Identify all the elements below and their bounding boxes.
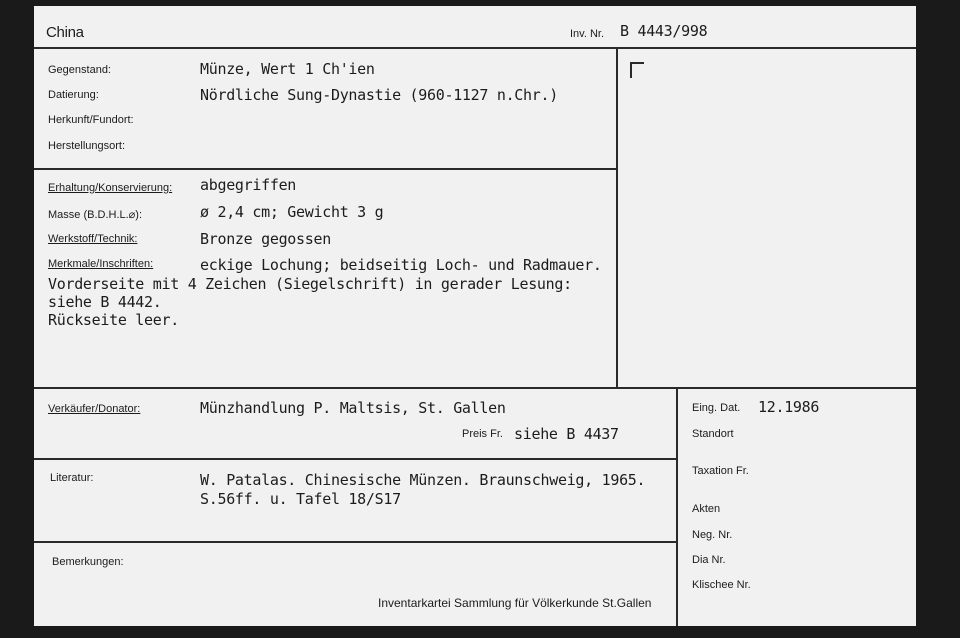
divider: [616, 47, 618, 388]
erhaltung-value: abgegriffen: [200, 176, 297, 194]
merkmale-line-1: eckige Lochung; beidseitig Loch- und Radmauer.: [200, 256, 602, 274]
verkaeufer-label: Verkäufer/Donator:: [48, 403, 141, 415]
akten-label: Akten: [692, 503, 721, 515]
masse-value: ø 2,4 cm; Gewicht 3 g: [200, 203, 384, 221]
eing-dat-label: Eing. Dat.: [692, 402, 741, 414]
divider: [34, 387, 916, 389]
divider: [34, 458, 676, 460]
inventory-card: [34, 6, 916, 626]
merkmale-line-4: Rückseite leer.: [48, 311, 179, 329]
footer-text: Inventarkartei Sammlung für Völkerkunde St.Gallen: [378, 596, 652, 610]
corner-mark: [630, 62, 644, 78]
herkunft-label: Herkunft/Fundort:: [48, 114, 134, 126]
divider: [676, 387, 678, 626]
divider: [34, 47, 916, 49]
merkmale-line-3: siehe B 4442.: [48, 293, 162, 311]
preis-value: siehe B 4437: [514, 425, 619, 443]
merkmale-label: Merkmale/Inschriften:: [48, 258, 154, 270]
inv-label: Inv. Nr.: [570, 28, 605, 40]
standort-label: Standort: [692, 428, 734, 440]
neg-label: Neg. Nr.: [692, 529, 733, 541]
werkstoff-label: Werkstoff/Technik:: [48, 233, 138, 245]
preis-label: Preis Fr.: [462, 428, 503, 440]
inv-number: B 4443/998: [620, 22, 708, 40]
literatur-line-1: W. Patalas. Chinesische Münzen. Braunschweig, 1965.: [200, 471, 646, 489]
klischee-label: Klischee Nr.: [692, 579, 751, 591]
dia-label: Dia Nr.: [692, 554, 726, 566]
country: China: [46, 24, 84, 41]
datierung-value: Nördliche Sung-Dynastie (960-1127 n.Chr.): [200, 86, 558, 104]
literatur-line-2: S.56ff. u. Tafel 18/S17: [200, 490, 401, 508]
bemerkungen-label: Bemerkungen:: [52, 556, 124, 568]
merkmale-line-2: Vorderseite mit 4 Zeichen (Siegelschrift) in gerader Lesung:: [48, 275, 572, 293]
verkaeufer-value: Münzhandlung P. Maltsis, St. Gallen: [200, 399, 506, 417]
werkstoff-value: Bronze gegossen: [200, 230, 331, 248]
divider: [34, 168, 616, 170]
gegenstand-label: Gegenstand:: [48, 64, 111, 76]
herstellungsort-label: Herstellungsort:: [48, 140, 126, 152]
divider: [34, 541, 676, 543]
masse-label: Masse (B.D.H.L.⌀):: [48, 209, 143, 221]
erhaltung-label: Erhaltung/Konservierung:: [48, 182, 173, 194]
eing-dat-value: 12.1986: [758, 398, 820, 416]
taxation-label: Taxation Fr.: [692, 465, 749, 477]
literatur-label: Literatur:: [50, 472, 94, 484]
datierung-label: Datierung:: [48, 89, 99, 101]
gegenstand-value: Münze, Wert 1 Ch'ien: [200, 60, 375, 78]
